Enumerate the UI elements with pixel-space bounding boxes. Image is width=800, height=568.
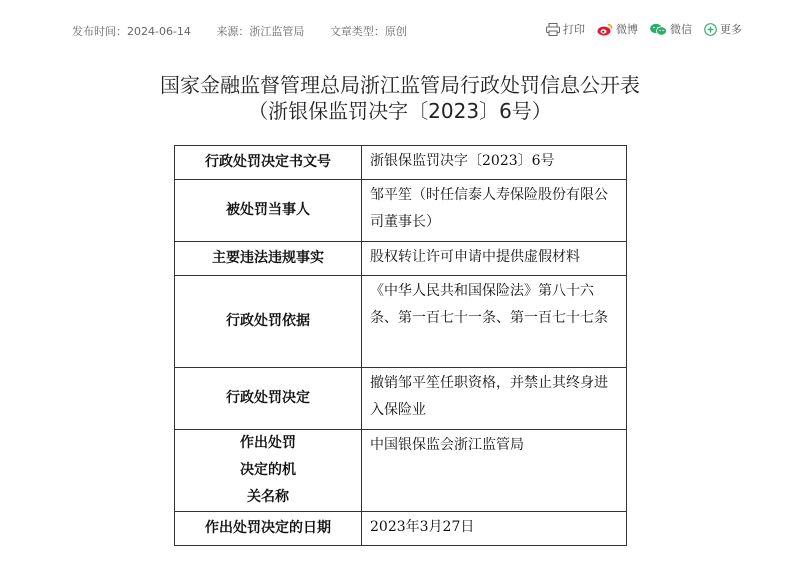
row-value: 股权转让许可申请中提供虚假材料 — [362, 242, 627, 276]
print-label: 打印 — [563, 23, 585, 36]
article-meta — [72, 23, 429, 39]
row-value: 邹平笙（时任信泰人寿保险股份有限公司董事长） — [362, 180, 627, 242]
row-label: 作出处罚决定的机关名称 — [175, 430, 362, 512]
doc-type: 文章类型：原创 — [329, 25, 407, 38]
row-label: 行政处罚决定书文号 — [175, 146, 362, 180]
article-meta-bar — [0, 0, 800, 56]
row-label: 主要违法违规事实 — [175, 242, 362, 276]
publish-date: 发布时间：2024-06-14 — [72, 25, 191, 38]
wechat-label: 微信 — [670, 23, 692, 36]
printer-icon — [546, 23, 560, 36]
more-share-button[interactable] — [704, 21, 742, 37]
table-row — [175, 512, 627, 546]
table-row — [175, 368, 627, 430]
weibo-icon — [597, 23, 613, 36]
print-button[interactable] — [546, 21, 585, 37]
row-value: 撤销邹平笙任职资格，并禁止其终身进入保险业 — [362, 368, 627, 430]
table-row — [175, 146, 627, 180]
wechat-icon — [650, 23, 667, 36]
source: 来源：浙江监管局 — [216, 25, 305, 38]
wechat-share-button[interactable] — [650, 21, 692, 37]
row-label: 被处罚当事人 — [175, 180, 362, 242]
plus-circle-icon — [704, 23, 717, 36]
row-label: 行政处罚决定 — [175, 368, 362, 430]
table-row — [175, 430, 627, 512]
table-row — [175, 242, 627, 276]
row-value: 《中华人民共和国保险法》第八十六条、第一百七十一条、第一百七十七条 — [362, 276, 627, 368]
document-number-title: （浙银保监罚决字〔2023〕6号） — [248, 99, 552, 123]
weibo-label: 微博 — [616, 23, 638, 36]
share-toolbar — [534, 21, 742, 37]
weibo-share-button[interactable] — [597, 21, 638, 37]
more-label: 更多 — [720, 23, 742, 36]
table-row — [175, 276, 627, 368]
table-row — [175, 180, 627, 242]
row-value: 2023年3月27日 — [362, 512, 627, 546]
row-label: 作出处罚决定的日期 — [175, 512, 362, 546]
penalty-info-table — [174, 145, 627, 546]
row-label: 行政处罚依据 — [175, 276, 362, 368]
document-title: 国家金融监督管理总局浙江监管局行政处罚信息公开表 — [160, 73, 640, 97]
row-value: 中国银保监会浙江监管局 — [362, 430, 627, 512]
row-value: 浙银保监罚决字〔2023〕6号 — [362, 146, 627, 180]
